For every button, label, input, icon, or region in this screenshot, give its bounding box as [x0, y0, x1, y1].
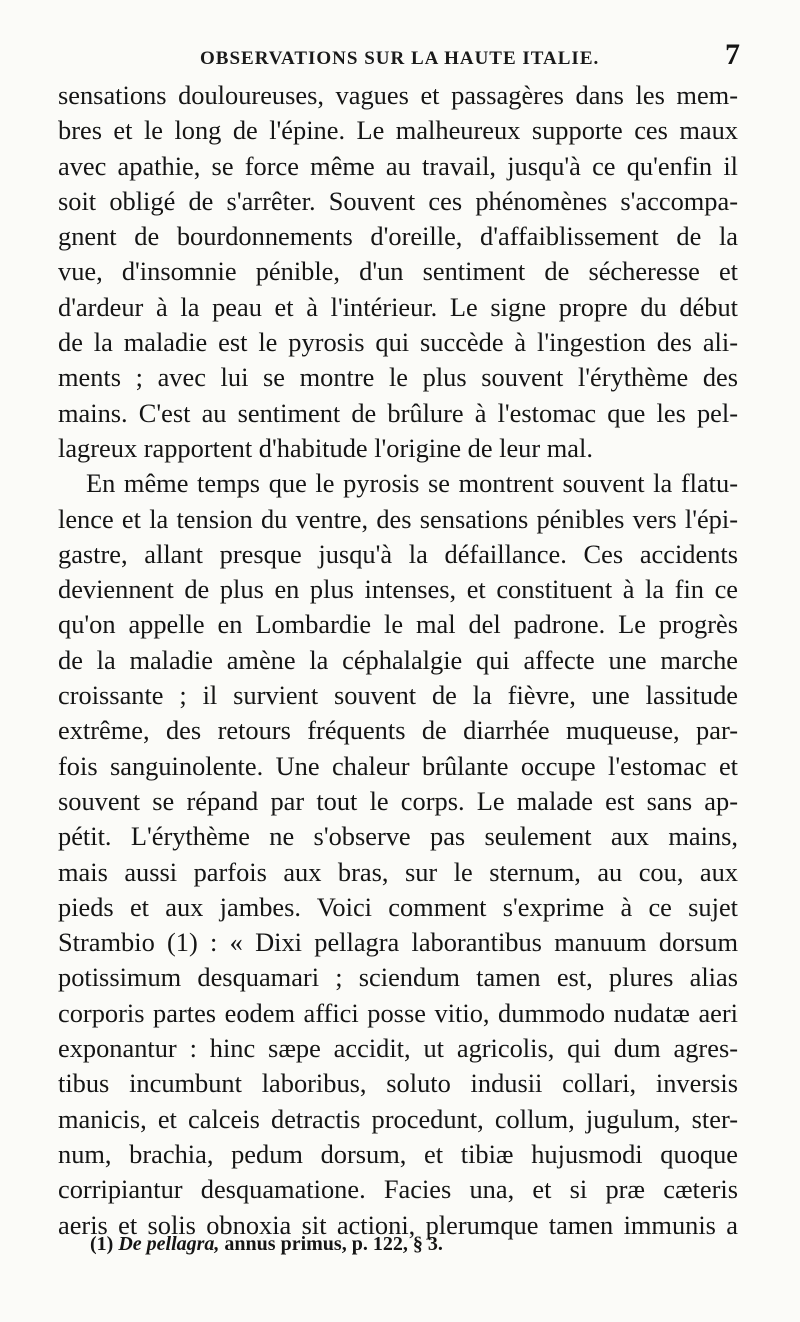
- text-line: manicis, et calceis detractis procedunt, collum, jugulum, ster-: [58, 1103, 738, 1134]
- text-line: lence et la tension du ventre, des sensations pénibles vers l'épi-: [58, 503, 738, 534]
- text-line: avec apathie, se force même au travail, jusqu'à ce qu'enfin il: [58, 150, 738, 181]
- text-line: num, brachia, pedum dorsum, et tibiæ hujusmodi quoque: [58, 1138, 738, 1169]
- footnote: [90, 1233, 443, 1256]
- text-line: pieds et aux jambes. Voici comment s'exprime à ce sujet: [58, 891, 738, 922]
- footnote-reference: annus primus, p. 122, § 3.: [224, 1233, 443, 1255]
- text-line: souvent se répand par tout le corps. Le malade est sans ap-: [58, 785, 738, 816]
- text-line: mais aussi parfois aux bras, sur le sternum, au cou, aux: [58, 856, 738, 887]
- text-line: de la maladie est le pyrosis qui succède à l'ingestion des ali-: [58, 327, 738, 358]
- page-number: 7: [725, 38, 740, 71]
- text-line: de la maladie amène la céphalalgie qui affecte une marche: [58, 644, 738, 675]
- text-line: aeris et solis obnoxia sit actioni, plerumque tamen immunis a: [58, 1209, 738, 1240]
- text-line: En même temps que le pyrosis se montrent souvent la flatu-: [86, 468, 738, 499]
- text-line: fois sanguinolente. Une chaleur brûlante occupe l'estomac et: [58, 750, 738, 781]
- text-line: ments ; avec lui se montre le plus souvent l'érythème des: [58, 362, 738, 393]
- text-line: mains. C'est au sentiment de brûlure à l'estomac que les pel-: [58, 397, 738, 428]
- text-line: potissimum desquamari ; sciendum tamen est, plures alias: [58, 962, 738, 993]
- text-line: gnent de bourdonnements d'oreille, d'affaiblissement de la: [58, 221, 738, 252]
- text-line: corripiantur desquamatione. Facies una, et si præ cæteris: [58, 1174, 738, 1205]
- text-line: gastre, allant presque jusqu'à la défaillance. Ces accidents: [58, 538, 738, 569]
- text-line: deviennent de plus en plus intenses, et constituent à la fin ce: [58, 574, 738, 605]
- text-line: lagreux rapportent d'habitude l'origine de leur mal.: [58, 432, 593, 463]
- text-line: bres et le long de l'épine. Le malheureux supporte ces maux: [58, 115, 738, 146]
- page-header: [60, 40, 740, 80]
- body-text: [58, 78, 738, 1243]
- text-line: soit obligé de s'arrêter. Souvent ces phénomènes s'accompa-: [58, 185, 738, 216]
- text-line: corporis partes eodem affici posse vitio, dummodo nudatæ aeri: [58, 997, 738, 1028]
- text-line: qu'on appelle en Lombardie le mal del padrone. Le progrès: [58, 609, 738, 640]
- running-head: OBSERVATIONS SUR LA HAUTE ITALIE.: [200, 48, 600, 69]
- text-line: d'ardeur à la peau et à l'intérieur. Le signe propre du début: [58, 291, 738, 322]
- text-line: vue, d'insomnie pénible, d'un sentiment de sécheresse et: [58, 256, 738, 287]
- text-line: exponantur : hinc sæpe accidit, ut agricolis, qui dum agres-: [58, 1033, 738, 1064]
- text-line: pétit. L'érythème ne s'observe pas seulement aux mains,: [58, 821, 738, 852]
- text-line: Strambio (1) : « Dixi pellagra laborantibus manuum dorsum: [58, 927, 738, 958]
- footnote-title: De pellagra,: [118, 1233, 220, 1255]
- footnote-marker: (1): [90, 1233, 114, 1255]
- text-line: sensations douloureuses, vagues et passagères dans les mem-: [58, 80, 738, 110]
- text-line: tibus incumbunt laboribus, soluto indusii collari, inversis: [58, 1068, 738, 1099]
- text-line: croissante ; il survient souvent de la fièvre, une lassitude: [58, 680, 738, 711]
- text-line: extrême, des retours fréquents de diarrhée muqueuse, par-: [58, 715, 738, 746]
